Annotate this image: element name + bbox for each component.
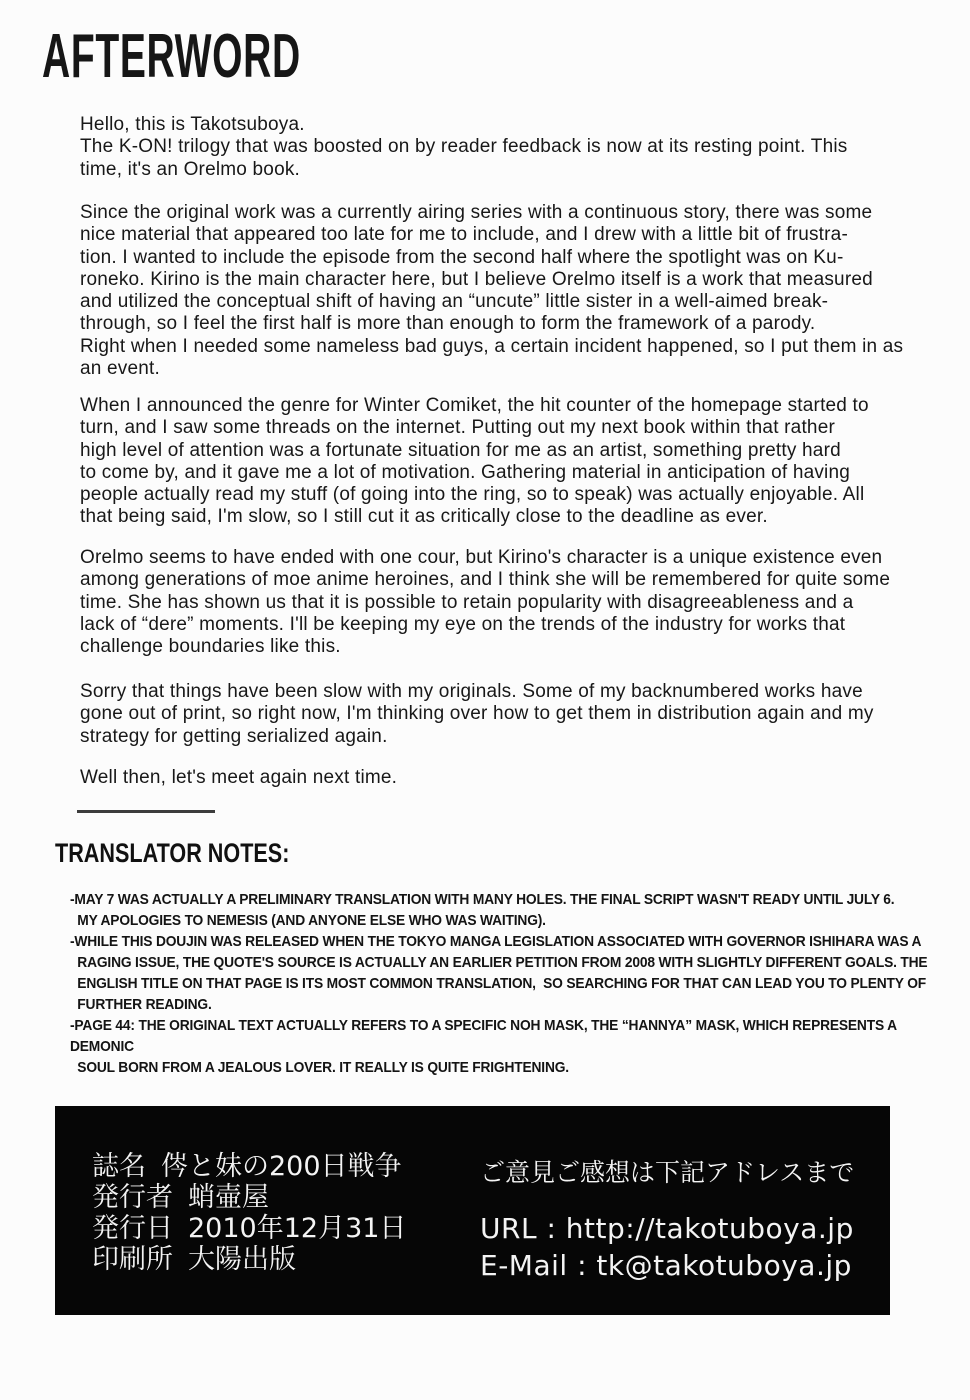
colophon-row-publish-date (92, 1213, 406, 1244)
colophon-contact-note: ご意見ご感想は下記アドレスまで (480, 1158, 855, 1187)
afterword-paragraph-original-work: Since the original work was a currently airing series with a continuous story, there was some nice material that appeared too late for me to include, and I drew with a little bit of frustra- tion. I wanted to include the episode from the second half where the spotlight was on Ku- roneko. Kirino is the main character here, but I believe Orelmo itself is a work that measured and utilized the conceptual shift of having an “uncute” little sister in a well-aimed break- through, so I feel the first half is more than enough to form the framework of a parody. Right when I needed some nameless bad guys, a certain incident happened, so I put them in as an event. (80, 202, 904, 380)
colophon-value-publish-date: 2010年12月31日 (188, 1213, 407, 1244)
colophon-row-title (92, 1151, 402, 1182)
translator-notes-body: -MAY 7 WAS ACTUALLY A PRELIMINARY TRANSLATION WITH MANY HOLES. THE FINAL SCRIPT WASN'T READY UNTIL JULY 6. MY APOLOGIES TO NEMESIS (AND ANYONE ELSE WHO WAS WAITING). -WHILE THIS DOUJIN WAS RELEASED WHEN THE TOKYO MANGA LEGISLATION ASSOCIATED WITH GOVERNOR ISHIHARA WAS A RAGING ISSUE, THE QUOTE'S SOURCE IS ACTUALLY AN EARLIER PETITION FROM 2008 WITH SLIGHTLY DIFFERENT GOALS. THE ENGLISH TITLE ON THAT PAGE IS ITS MOST COMMON TRANSLATION, SO SEARCHING FOR THAT CAN LEAD YOU TO PLENTY OF FURTHER READING. -PAGE 44: THE ORIGINAL TEXT ACTUALLY REFERS TO A SPECIFIC NOH MASK, THE “HANNYA” MASK, WHICH REPRESENTS A DEMONIC SOUL BORN FROM A JEALOUS LOVER. IT REALLY IS QUITE FRIGHTENING. (70, 891, 928, 1076)
afterword-paragraph-comiket: When I announced the genre for Winter Comiket, the hit counter of the homepage started to turn, and I saw some threads on the internet. Putting out my next book within that rather high level of attention was a fortunate situation for me as an artist, something pretty hard to come by, and it gave me a lot of motivation. Gathering material in anticipation of having people actually read my stuff (of going into the ring, so to speak) was actually enjoyable. All that being said, I'm slow, so I still cut it as critically close to the deadline as ever. (80, 395, 869, 528)
colophon-label-publish-date: 発行日 (92, 1213, 173, 1244)
colophon-row-publisher (92, 1182, 269, 1213)
colophon-value-title: 侺と妹の200日戦争 (161, 1151, 402, 1182)
afterword-paragraph-originals: Sorry that things have been slow with my originals. Some of my backnumbered works have gone out of print, so right now, I'm thinking over how to get them in distribution again and my strategy for getting serialized again. (80, 681, 874, 747)
colophon-row-printer (92, 1244, 296, 1275)
colophon-url-text: URL : http://takotuboya.jp (480, 1212, 854, 1245)
translator-notes-heading: TRANSLATOR NOTES: (55, 838, 290, 868)
colophon-label-printer: 印刷所 (92, 1244, 173, 1275)
colophon-value-publisher: 蛸壷屋 (188, 1182, 269, 1213)
colophon-box (55, 1106, 890, 1315)
colophon-label-publisher: 発行者 (92, 1182, 173, 1213)
afterword-signoff: Well then, let's meet again next time. (80, 767, 398, 788)
afterword-paragraph-kirino: Orelmo seems to have ended with one cour, but Kirino's character is a unique existence even among generations of moe anime heroines, and I think she will be remembered for quite some time. She has shown us that it is possible to retain popularity with disagreeableness and a lack of “dere” moments. I'll be keeping my eye on the trends of the industry for works that challenge boundaries like this. (80, 547, 891, 658)
colophon-label-title: 誌名 (92, 1151, 146, 1182)
colophon-value-printer: 大陽出版 (188, 1244, 296, 1275)
afterword-paragraph-greeting: Hello, this is Takotsuboya. The K-ON! trilogy that was boosted on by reader feedback is now at its resting point. This time, it's an Orelmo book. (80, 114, 848, 180)
page-title: AFTERWORD (42, 22, 301, 91)
signature-divider-line (77, 810, 215, 813)
colophon-email-text: E-Mail : tk@takotuboya.jp (480, 1249, 852, 1282)
